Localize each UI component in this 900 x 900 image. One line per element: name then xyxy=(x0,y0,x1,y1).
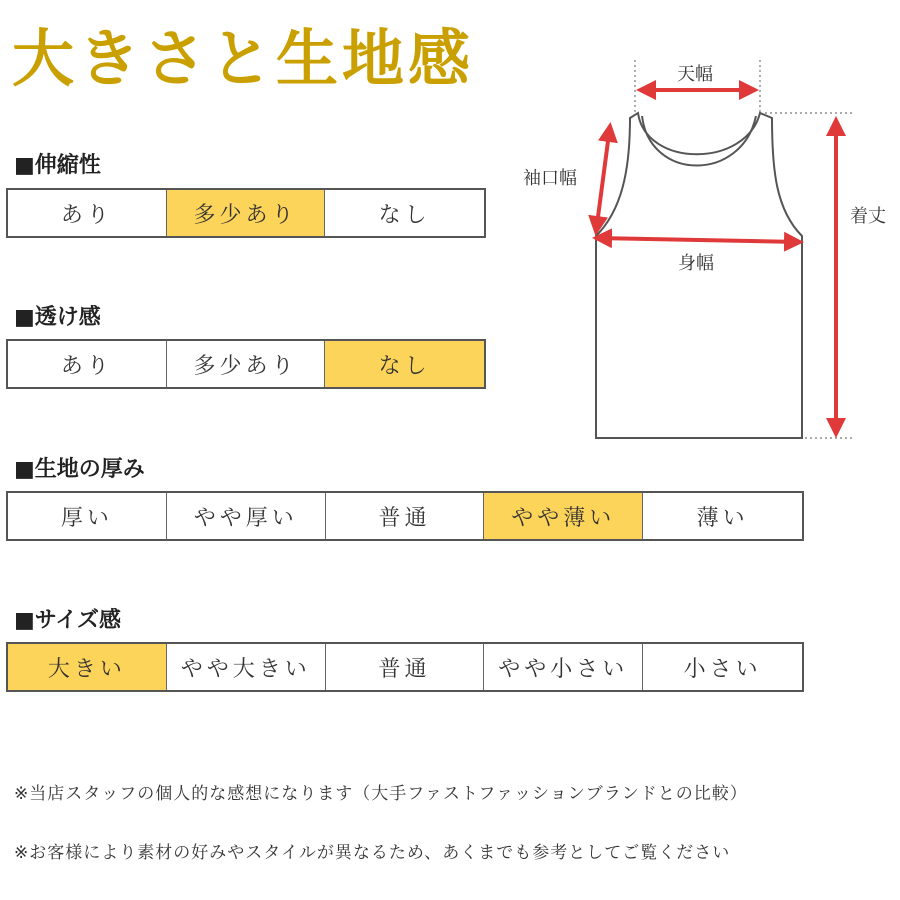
size-feel-label: ■サイズ感 xyxy=(14,608,122,633)
sheerness-option: 多少あり xyxy=(167,341,326,387)
tank-top-diagram xyxy=(510,50,900,450)
sheerness-label: ■透け感 xyxy=(14,305,101,330)
thickness-option: 普通 xyxy=(326,493,485,539)
thickness-option-selected: やや薄い xyxy=(484,493,643,539)
note-2: ※お客様により素材の好みやスタイルが異なるため、あくまでも参考としてご覧ください xyxy=(14,843,731,863)
armhole-arrow xyxy=(596,126,610,232)
length-label: 着丈 xyxy=(850,206,886,227)
page-title: 大きさと生地感 xyxy=(12,22,475,95)
sheerness-option-selected: なし xyxy=(325,341,484,387)
shoulder-width-label: 天幅 xyxy=(677,64,713,85)
thickness-option: 厚い xyxy=(8,493,167,539)
size-feel-option: 小さい xyxy=(683,656,762,682)
stretch-option-selected: 多少あり xyxy=(167,190,326,236)
size-feel-option: 普通 xyxy=(326,644,485,690)
tank-top-outline xyxy=(596,113,802,438)
sheerness-scale xyxy=(6,339,486,389)
size-feel-scale xyxy=(6,642,804,692)
stretch-option: あり xyxy=(8,190,167,236)
stretch-option: なし xyxy=(378,202,431,228)
thickness-label: ■生地の厚み xyxy=(14,457,145,482)
body-width-label: 身幅 xyxy=(678,253,714,274)
size-feel-option-selected: 大きい xyxy=(8,644,167,690)
sheerness-option: あり xyxy=(8,341,167,387)
thickness-option: 薄い xyxy=(696,505,749,531)
stretch-scale xyxy=(6,188,486,238)
thickness-option: やや厚い xyxy=(167,493,326,539)
size-feel-option: やや大きい xyxy=(167,644,326,690)
thickness-scale xyxy=(6,491,804,541)
stretch-label: ■伸縮性 xyxy=(14,153,101,178)
armhole-label: 袖口幅 xyxy=(523,168,577,189)
size-feel-option: やや小さい xyxy=(484,644,643,690)
note-1: ※当店スタッフの個人的な感想になります（大手ファストファッションブランドとの比較） xyxy=(14,784,748,804)
